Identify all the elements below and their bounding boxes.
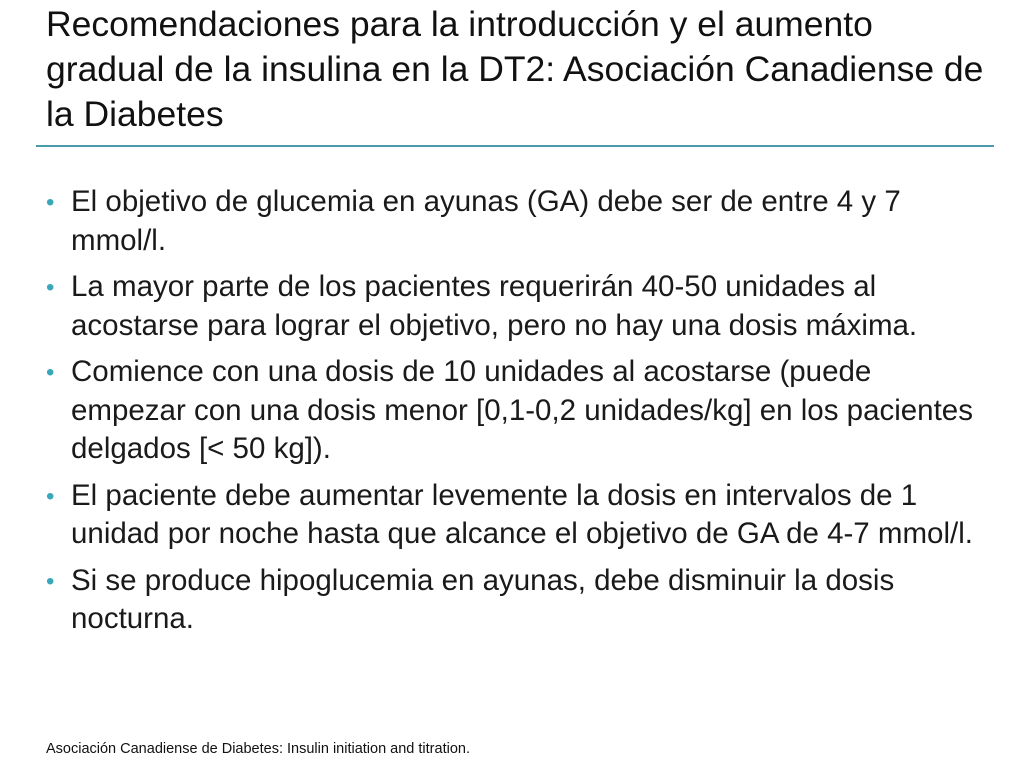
source-footnote: Asociación Canadiense de Diabetes: Insulin initiation and titration. xyxy=(46,741,470,757)
bullet-item xyxy=(46,477,986,554)
bullet-text: Si se produce hipoglucemia en ayunas, debe disminuir la dosis nocturna. xyxy=(71,563,895,635)
bullet-item xyxy=(46,353,986,469)
bullet-item xyxy=(46,562,986,639)
bullet-text: La mayor parte de los pacientes requerirán 40-50 unidades al acostarse para lograr el objetivo, pero no hay una dosis máxima. xyxy=(71,270,918,342)
bullet-icon: • xyxy=(46,189,55,216)
bullet-item xyxy=(46,268,986,345)
bullet-icon: • xyxy=(46,274,55,301)
slide-title: Recomendaciones para la introducción y el aumento gradual de la insulina en la DT2: Asociación Canadiense de la Diabetes xyxy=(46,4,984,134)
title-divider xyxy=(36,145,994,147)
bullet-text: El paciente debe aumentar levemente la dosis en intervalos de 1 unidad por noche hasta que alcance el objetivo de GA de 4-7 mmol/l. xyxy=(71,478,973,550)
bullet-icon: • xyxy=(46,567,55,595)
bullet-text: Comience con una dosis de 10 unidades al acostarse (puede empezar con una dosis menor [0,1-0,2 unidades/kg] en los pacientes delgados [< 50 kg]). xyxy=(71,355,973,465)
bullet-item xyxy=(46,183,986,260)
bullet-text: El objetivo de glucemia en ayunas (GA) debe ser de entre 4 y 7 mmol/l. xyxy=(71,185,901,257)
bullet-list xyxy=(46,183,986,647)
bullet-icon: • xyxy=(46,359,55,386)
bullet-icon: • xyxy=(46,482,55,510)
